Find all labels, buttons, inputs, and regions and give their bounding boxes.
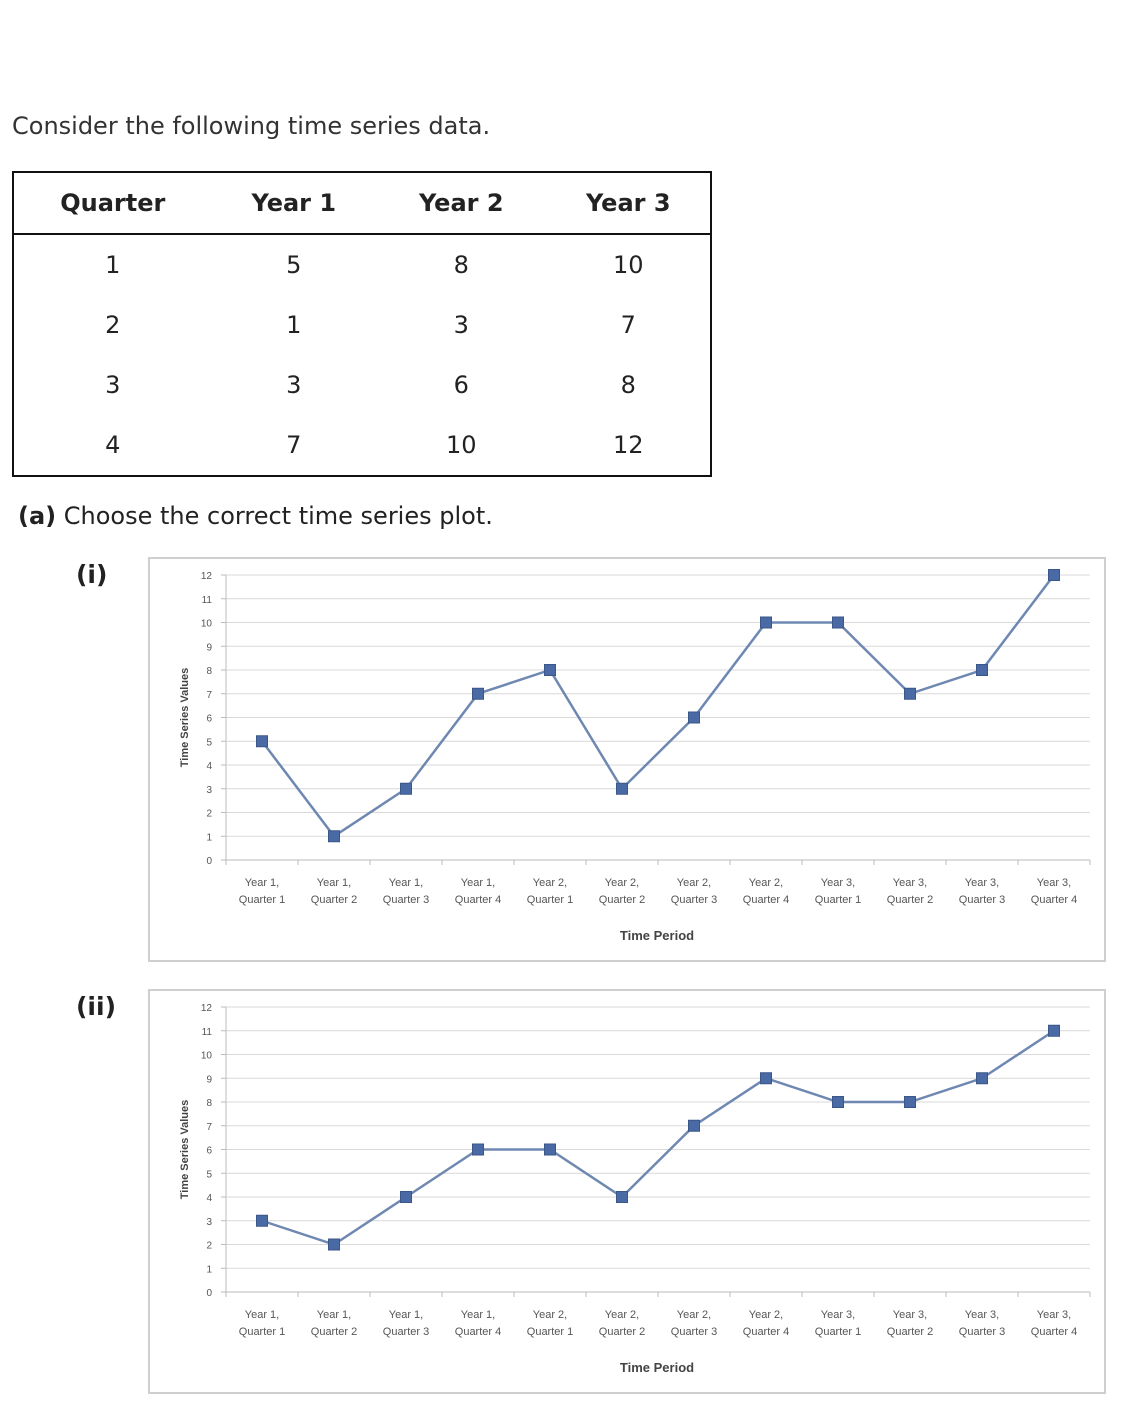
x-axis-title: Time Period bbox=[619, 1360, 695, 1375]
y-tick-label: 0 bbox=[206, 1288, 212, 1299]
y-tick-label: 9 bbox=[206, 642, 212, 654]
x-tick-label: Year 1, Quarter 3 bbox=[382, 1309, 430, 1338]
header-year-1: Year 1 bbox=[212, 172, 376, 234]
table-cell: 3 bbox=[105, 371, 121, 399]
table-cell: 8 bbox=[620, 371, 636, 399]
data-point-marker bbox=[257, 1215, 268, 1226]
data-point-marker bbox=[1049, 570, 1060, 581]
table-cell: 7 bbox=[286, 431, 302, 459]
y-tick-label: 4 bbox=[206, 1193, 212, 1204]
data-point-marker bbox=[329, 1239, 340, 1250]
x-tick-label: Year 1, Quarter 3 bbox=[382, 877, 430, 906]
data-point-marker bbox=[401, 783, 412, 794]
y-tick-label: 7 bbox=[206, 1121, 212, 1133]
data-point-marker bbox=[905, 688, 916, 699]
x-tick-label: Year 3, Quarter 4 bbox=[1030, 1309, 1078, 1338]
x-tick-label: Year 3, Quarter 4 bbox=[1030, 877, 1078, 906]
data-point-marker bbox=[257, 736, 268, 747]
table-cell: 5 bbox=[286, 251, 302, 279]
y-tick-label: 9 bbox=[206, 1074, 212, 1086]
data-point-marker bbox=[977, 665, 988, 676]
data-point-marker bbox=[329, 831, 340, 842]
data-point-marker bbox=[401, 1192, 412, 1203]
table-cell: 2 bbox=[105, 311, 121, 339]
question-text: Choose the correct time series plot. bbox=[63, 502, 493, 530]
data-point-marker bbox=[761, 617, 772, 628]
table-row bbox=[13, 234, 711, 295]
data-point-marker bbox=[1049, 1025, 1060, 1036]
table-cell: 3 bbox=[453, 311, 469, 339]
time-series-table bbox=[12, 171, 712, 477]
x-tick-label: Year 1, Quarter 1 bbox=[238, 877, 286, 906]
x-tick-label: Year 2, Quarter 4 bbox=[742, 1309, 790, 1338]
x-tick-label: Year 3, Quarter 2 bbox=[886, 877, 934, 906]
table-cell: 4 bbox=[105, 431, 121, 459]
x-tick-label: Year 3, Quarter 2 bbox=[886, 1309, 934, 1338]
time-series-plot-ii bbox=[150, 991, 1104, 1392]
data-point-marker bbox=[545, 1144, 556, 1155]
y-tick-label: 1 bbox=[206, 832, 212, 844]
data-point-marker bbox=[689, 1120, 700, 1131]
data-point-marker bbox=[689, 712, 700, 723]
table-cell: 8 bbox=[453, 251, 469, 279]
y-tick-label: 6 bbox=[206, 713, 212, 725]
y-tick-label: 11 bbox=[201, 594, 212, 606]
question-prompt bbox=[18, 502, 493, 530]
x-tick-label: Year 2, Quarter 2 bbox=[598, 877, 646, 906]
x-tick-label: Year 2, Quarter 1 bbox=[526, 1309, 574, 1338]
x-axis-title: Time Period bbox=[619, 928, 695, 943]
x-tick-label: Year 2, Quarter 2 bbox=[598, 1309, 646, 1338]
table-cell: 6 bbox=[453, 371, 469, 399]
y-tick-label: 2 bbox=[206, 808, 212, 820]
table-cell: 3 bbox=[286, 371, 302, 399]
x-tick-label: Year 1, Quarter 2 bbox=[310, 1309, 358, 1338]
x-tick-label: Year 1, Quarter 4 bbox=[454, 877, 502, 906]
data-point-marker bbox=[545, 665, 556, 676]
x-tick-label: Year 1, Quarter 4 bbox=[454, 1309, 502, 1338]
time-series-plot-i bbox=[150, 559, 1104, 960]
question-part: (a) bbox=[18, 502, 57, 530]
data-point-marker bbox=[905, 1097, 916, 1108]
table-row bbox=[13, 415, 711, 476]
y-tick-label: 11 bbox=[201, 1026, 212, 1038]
data-point-marker bbox=[617, 783, 628, 794]
table-row bbox=[13, 355, 711, 415]
data-point-marker bbox=[617, 1192, 628, 1203]
data-point-marker bbox=[833, 1097, 844, 1108]
y-tick-label: 8 bbox=[206, 666, 212, 677]
y-tick-label: 3 bbox=[206, 784, 212, 796]
x-tick-label: Year 1, Quarter 2 bbox=[310, 877, 358, 906]
y-tick-label: 7 bbox=[206, 689, 212, 701]
table-cell: 10 bbox=[446, 431, 477, 459]
x-tick-label: Year 2, Quarter 3 bbox=[670, 877, 718, 906]
x-tick-label: Year 2, Quarter 3 bbox=[670, 1309, 718, 1338]
option-label-ii[interactable]: (ii) bbox=[76, 992, 116, 1021]
y-tick-label: 12 bbox=[200, 1003, 212, 1014]
data-point-marker bbox=[833, 617, 844, 628]
data-point-marker bbox=[977, 1073, 988, 1084]
data-point-marker bbox=[761, 1073, 772, 1084]
x-tick-label: Year 3, Quarter 1 bbox=[814, 1309, 862, 1338]
chart-option-ii[interactable] bbox=[148, 989, 1106, 1394]
y-tick-label: 2 bbox=[206, 1240, 212, 1252]
table-cell: 12 bbox=[612, 431, 644, 459]
y-tick-label: 6 bbox=[206, 1145, 212, 1157]
data-point-marker bbox=[473, 1144, 484, 1155]
y-tick-label: 4 bbox=[206, 761, 212, 772]
table-cell: 10 bbox=[612, 251, 644, 279]
x-tick-label: Year 3, Quarter 3 bbox=[958, 877, 1006, 906]
x-tick-label: Year 2, Quarter 1 bbox=[526, 877, 574, 906]
header-year-3: Year 3 bbox=[547, 172, 711, 234]
option-label-i[interactable]: (i) bbox=[76, 560, 108, 589]
y-axis-title: Time Series Values bbox=[179, 667, 191, 768]
data-point-marker bbox=[473, 688, 484, 699]
y-axis-title: Time Series Values bbox=[179, 1099, 191, 1200]
x-tick-label: Year 2, Quarter 4 bbox=[742, 877, 790, 906]
y-tick-label: 1 bbox=[206, 1264, 212, 1276]
chart-option-i[interactable] bbox=[148, 557, 1106, 962]
y-tick-label: 5 bbox=[206, 737, 212, 749]
table-cell: 7 bbox=[620, 311, 636, 339]
series-line bbox=[262, 1031, 1054, 1245]
y-tick-label: 12 bbox=[200, 571, 212, 582]
x-tick-label: Year 3, Quarter 3 bbox=[958, 1309, 1006, 1338]
y-tick-label: 10 bbox=[200, 1050, 212, 1062]
table-row bbox=[13, 295, 711, 355]
x-tick-label: Year 1, Quarter 1 bbox=[238, 1309, 286, 1338]
series-line bbox=[262, 575, 1054, 836]
x-tick-label: Year 3, Quarter 1 bbox=[814, 877, 862, 906]
table-cell: 1 bbox=[105, 251, 121, 279]
y-tick-label: 0 bbox=[206, 856, 212, 867]
y-tick-label: 10 bbox=[200, 618, 212, 630]
header-quarter: Quarter bbox=[13, 172, 212, 234]
header-year-2: Year 2 bbox=[376, 172, 546, 234]
y-tick-label: 5 bbox=[206, 1169, 212, 1181]
table-header-row bbox=[13, 172, 711, 234]
table-cell: 1 bbox=[286, 311, 302, 339]
intro-text: Consider the following time series data. bbox=[12, 112, 491, 140]
y-tick-label: 8 bbox=[206, 1098, 212, 1109]
y-tick-label: 3 bbox=[206, 1216, 212, 1228]
